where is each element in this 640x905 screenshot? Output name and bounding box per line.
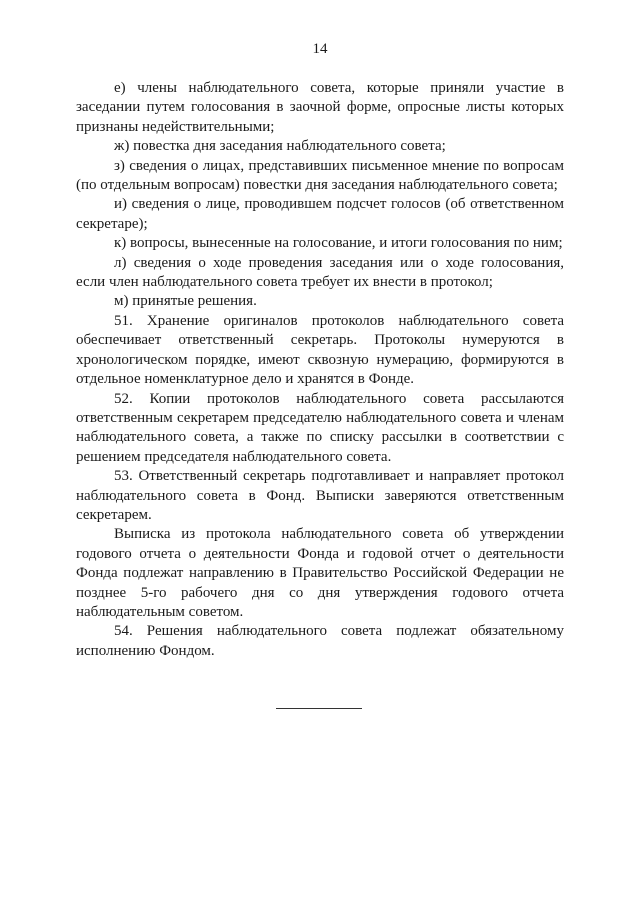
paragraph-item-zh: ж) повестка дня заседания наблюдательного совета; bbox=[114, 138, 446, 155]
paragraph-section-53: 53. Ответственный секретарь подготавливает и направляет протокол наблюдательного совета в Фонд. Выписки заверяются ответственным секретарем. bbox=[76, 468, 564, 523]
paragraph-item-m: м) принятые решения. bbox=[114, 293, 257, 310]
document-body bbox=[76, 79, 564, 661]
end-divider bbox=[276, 708, 362, 709]
paragraph-item-i: и) сведения о лице, проводившем подсчет голосов (об ответственном секретаре); bbox=[76, 196, 564, 232]
paragraph-item-z: з) сведения о лицах, представивших письменное мнение по вопросам (по отдельным вопросам) повестки дня заседания наблюдательного совета; bbox=[76, 157, 564, 194]
paragraph-section-52: 52. Копии протоколов наблюдательного совета рассылаются ответственным секретарем председателю наблюдательного совета и членам наблюдательного совета, а также по списку рассылки в соответствии с решением председателя наблюдательного совета. bbox=[76, 390, 564, 465]
paragraph-item-k: к) вопросы, вынесенные на голосование, и итоги голосования по ним; bbox=[114, 235, 563, 252]
paragraph-item-l: л) сведения о ходе проведения заседания или о ходе голосования, если член наблюдательного совета требует их внести в протокол; bbox=[76, 254, 564, 291]
paragraph-item-e: е) члены наблюдательного совета, которые приняли участие в заседании путем голосования в заочной форме, опросные листы которых признаны недействительными; bbox=[76, 80, 564, 135]
paragraph-section-51: 51. Хранение оригиналов протоколов наблюдательного совета обеспечивает ответственный секретарь. Протоколы нумеруются в хронологическом порядке, имеют сквозную нумерацию, формируются в отдельное номенклатурное дело и хранятся в Фонде. bbox=[76, 312, 564, 388]
paragraph-annual-report-extract: Выписка из протокола наблюдательного совета об утверждении годового отчета о деятельности Фонда и годовой отчет о деятельности Фонда подлежат направлению в Правительство Российской Федерации не позднее 5-го рабочего дня со дня утверждения годового отчета наблюдательным советом. bbox=[76, 526, 564, 620]
page-number: 14 bbox=[312, 41, 328, 57]
paragraph-section-54: 54. Решения наблюдательного совета подлежат обязательному исполнению Фондом. bbox=[76, 623, 564, 659]
